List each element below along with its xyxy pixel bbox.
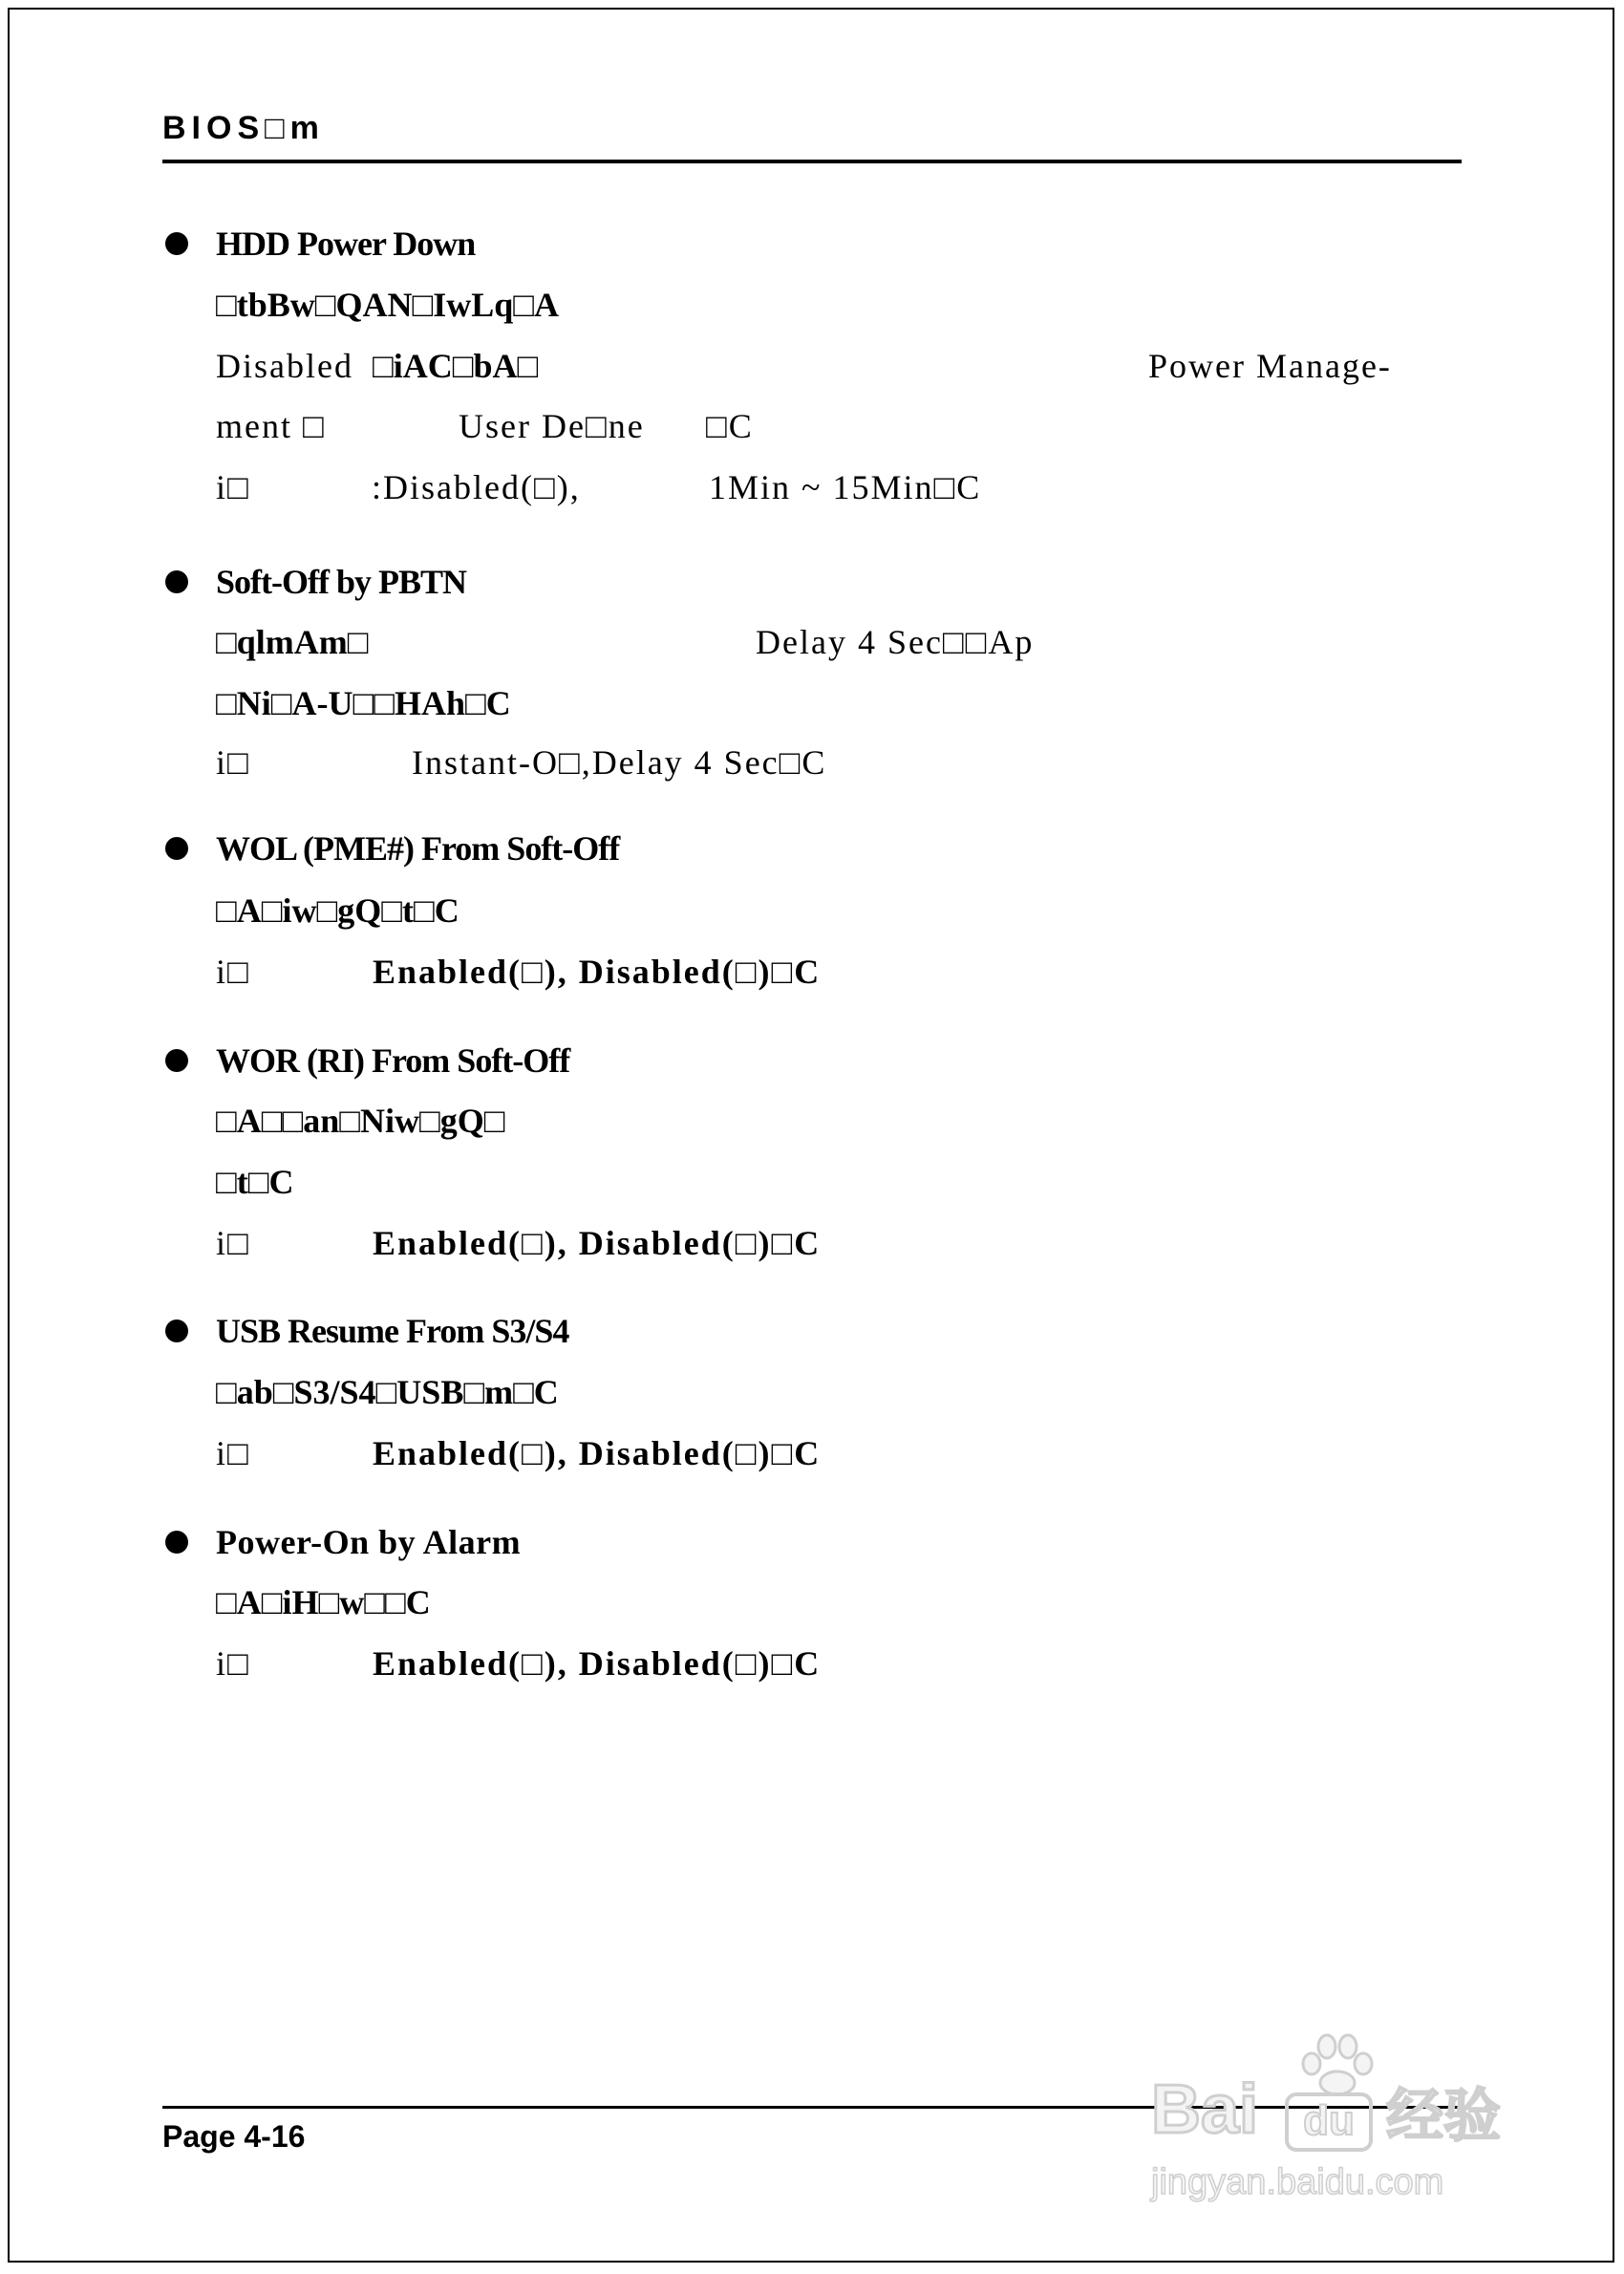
option-value: Enabled(□), Disabled(□)□C (373, 1644, 822, 1683)
section-title: Soft-Off by PBTN (216, 563, 466, 601)
bullet-icon (165, 570, 188, 593)
options-label: i□ (216, 468, 250, 506)
options-label: i□ (216, 743, 250, 782)
watermark-url: jingyan.baidu.com (1151, 2162, 1444, 2202)
section-text: □C (706, 407, 754, 445)
bullet-icon (165, 1319, 188, 1342)
header-rule (162, 160, 1462, 163)
bullet-icon (165, 837, 188, 860)
watermark-brand-text: Bai (1151, 2071, 1259, 2148)
bullet-icon (165, 232, 188, 255)
watermark-brand-cn: 经验 (1386, 2083, 1501, 2150)
section-text: □ab□S3/S4□USB□m□C (216, 1373, 559, 1411)
running-header: BIOS□m (162, 110, 325, 146)
options-label: i□ (216, 1434, 250, 1472)
section-text: User De□ne (459, 407, 645, 445)
section-text: □tbBw□QAN□IwLq□A (216, 286, 560, 324)
section-text: □iAC□bA□ (373, 347, 539, 385)
bullet-icon (165, 1531, 188, 1554)
options-label: i□ (216, 953, 250, 991)
section-text: □qlmAm□ (216, 623, 369, 661)
option-value: :Disabled(□), (372, 468, 581, 506)
options-label: i□ (216, 1224, 250, 1262)
options-label: i□ (216, 1644, 250, 1683)
section-text: □A□iw□gQ□t□C (216, 891, 459, 930)
section-text: □Ni□A-U□□HAh□C (216, 684, 511, 722)
option-value: Enabled(□), Disabled(□)□C (373, 1434, 822, 1472)
section-text: Power Manage- (1148, 347, 1392, 385)
option-value: Enabled(□), Disabled(□)□C (373, 1224, 822, 1262)
section-text: Disabled (216, 347, 353, 385)
section-title: HDD Power Down (216, 225, 476, 263)
section-title: Power-On by Alarm (216, 1523, 522, 1561)
option-value: 1Min ~ 15Min□C (709, 468, 982, 506)
option-value: Enabled(□), Disabled(□)□C (373, 953, 822, 991)
baidu-jingyan-watermark (1151, 2054, 1533, 2217)
page-number: Page 4-16 (162, 2119, 306, 2154)
bullet-icon (165, 1049, 188, 1072)
section-text: □A□□an□Niw□gQ□ (216, 1102, 505, 1140)
section-title: WOL (PME#) From Soft-Off (216, 829, 620, 868)
section-text: Delay 4 Sec□□Ap (756, 623, 1035, 661)
option-value: Instant-O□,Delay 4 Sec□C (412, 743, 827, 782)
paw-icon (1294, 2029, 1380, 2096)
section-text: ment □ (216, 407, 326, 445)
section-text: □A□iH□w□□C (216, 1583, 431, 1621)
watermark-brand-box: du (1285, 2092, 1373, 2152)
section-title: USB Resume From S3/S4 (216, 1312, 569, 1350)
section-text: □t□C (216, 1163, 294, 1201)
section-title: WOR (RI) From Soft-Off (216, 1041, 570, 1080)
